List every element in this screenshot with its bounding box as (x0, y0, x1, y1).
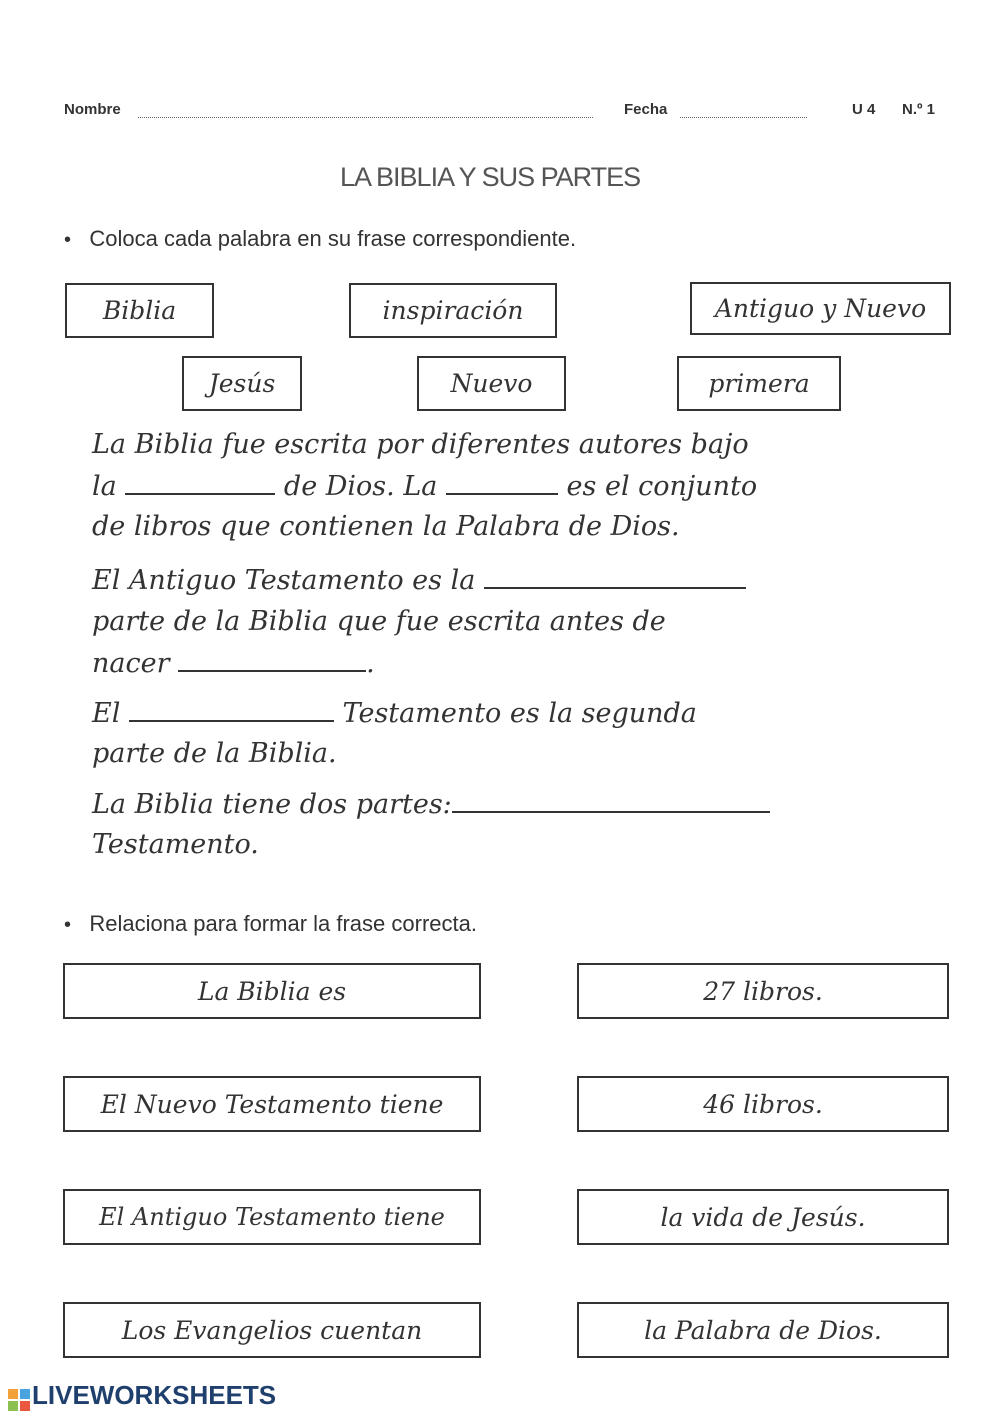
p2-line3-a: nacer (92, 648, 170, 679)
p3-line1-a: El (92, 698, 121, 729)
p1-line2-a: la (92, 471, 117, 502)
p4-line1-text: La Biblia tiene dos partes: (92, 789, 452, 820)
p2-line2: parte de la Biblia que fue escrita antes de (92, 606, 666, 637)
match-right-2[interactable]: 46 libros. (577, 1076, 949, 1132)
p4-line1 (92, 784, 770, 825)
p1-line2-c: es el conjunto (566, 471, 758, 502)
p4-line2: Testamento. (92, 829, 259, 860)
blank-1[interactable] (125, 466, 275, 495)
blank-2[interactable] (446, 466, 558, 495)
match-left-2[interactable]: El Nuevo Testamento tiene (63, 1076, 481, 1132)
word-card-jesus[interactable]: Jesús (182, 356, 302, 411)
fecha-label: Fecha (624, 101, 668, 118)
p1-line1: La Biblia fue escrita por diferentes autores bajo (92, 429, 749, 460)
word-card-antiguo-y-nuevo[interactable]: Antiguo y Nuevo (690, 282, 951, 335)
p1-line2 (92, 466, 757, 507)
p2-line1-text: El Antiguo Testamento es la (92, 565, 476, 596)
match-left-4[interactable]: Los Evangelios cuentan (63, 1302, 481, 1358)
instruction-2-text: Relaciona para formar la frase correcta. (89, 911, 477, 936)
p3-line1 (92, 693, 697, 734)
match-left-3[interactable]: El Antiguo Testamento tiene (63, 1189, 481, 1245)
footer-logo[interactable] (8, 1380, 276, 1411)
p3-line2: parte de la Biblia. (92, 738, 337, 769)
bullet-icon: • (64, 229, 72, 251)
blank-3[interactable] (484, 560, 746, 589)
instruction-2 (64, 911, 477, 937)
match-right-4[interactable]: la Palabra de Dios. (577, 1302, 949, 1358)
bullet-icon: • (64, 914, 72, 936)
p1-line2-b: de Dios. La (283, 471, 438, 502)
nombre-line[interactable] (138, 117, 593, 118)
p1-line3: de libros que contienen la Palabra de Dios. (92, 511, 680, 542)
blank-6[interactable] (452, 784, 770, 813)
instruction-1 (64, 226, 576, 252)
word-card-primera[interactable]: primera (677, 356, 841, 411)
match-left-1[interactable]: La Biblia es (63, 963, 481, 1019)
unit-label: U 4 (852, 101, 876, 118)
word-card-inspiracion[interactable]: inspiración (349, 283, 557, 338)
word-card-nuevo[interactable]: Nuevo (417, 356, 566, 411)
p3-line1-b: Testamento es la segunda (342, 698, 697, 729)
p2-line3 (92, 643, 375, 684)
p2-line1 (92, 560, 746, 601)
page-title: LA BIBLIA Y SUS PARTES (340, 162, 641, 192)
p2-line3-b: . (366, 648, 375, 679)
liveworksheets-blocks-icon (8, 1389, 30, 1411)
match-right-1[interactable]: 27 libros. (577, 963, 949, 1019)
match-right-3[interactable]: la vida de Jesús. (577, 1189, 949, 1245)
blank-5[interactable] (129, 693, 334, 722)
blank-4[interactable] (178, 643, 366, 672)
number-label: N.º 1 (902, 101, 935, 118)
instruction-1-text: Coloca cada palabra en su frase correspondiente. (89, 226, 577, 251)
word-card-biblia[interactable]: Biblia (65, 283, 214, 338)
nombre-label: Nombre (64, 101, 121, 118)
fecha-line[interactable] (680, 117, 807, 118)
liveworksheets-logo-text: LIVEWORKSHEETS (32, 1380, 277, 1410)
